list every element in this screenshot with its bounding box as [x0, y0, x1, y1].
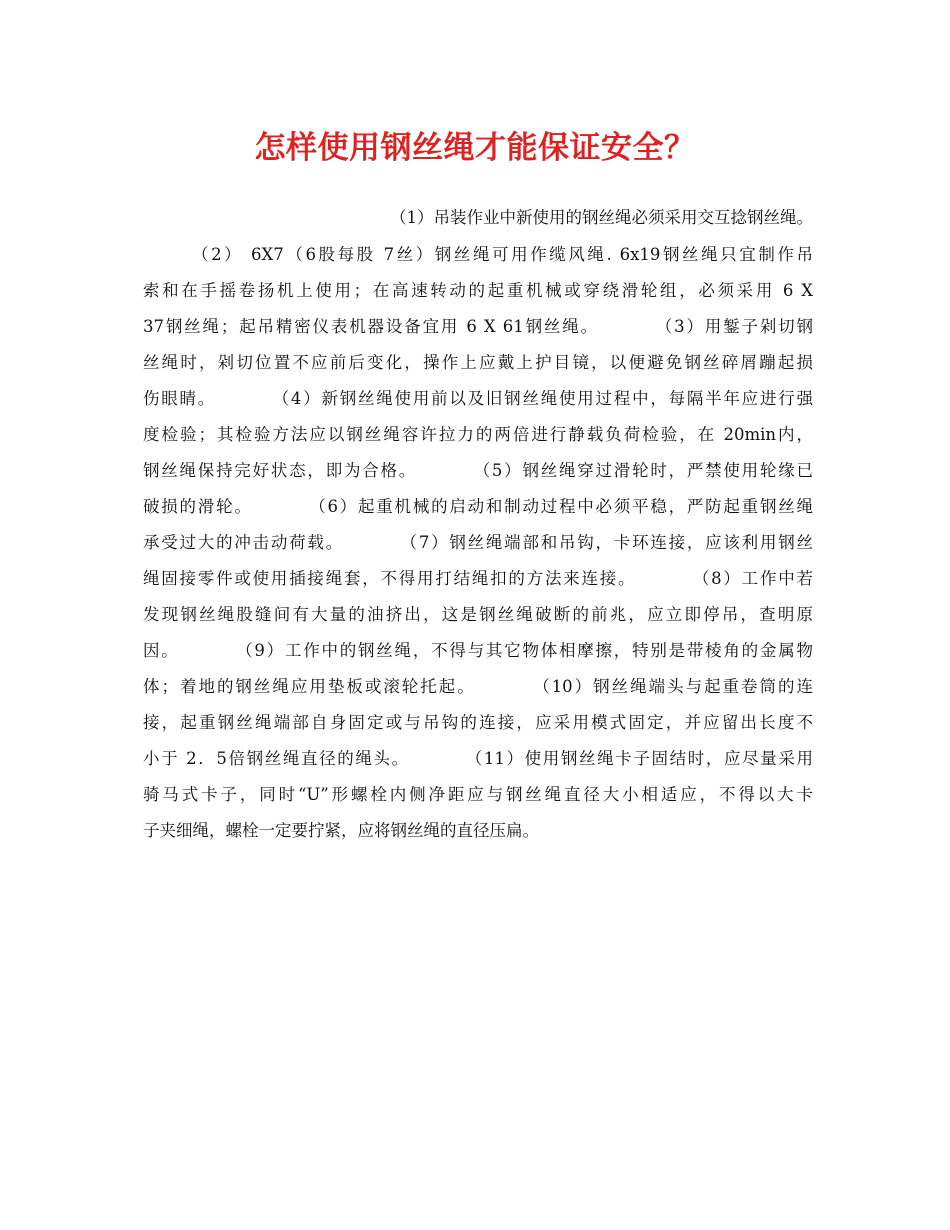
body-line: 体；着地的钢丝绳应用垫板或滚轮托起。 （10）钢丝绳端头与起重卷筒的连	[143, 677, 813, 696]
page-title: 怎样使用钢丝绳才能保证安全？	[254, 130, 696, 166]
body-line: 伤眼睛。 （4）新钢丝绳使用前以及旧钢丝绳使用过程中，每隔半年应进行强	[143, 389, 813, 408]
body-line: 承受过大的冲击动荷载。 （7）钢丝绳端部和吊钩，卡环连接，应该利用钢丝	[143, 533, 813, 552]
body-line: 骑马式卡子，同时“U”形螺栓内侧净距应与钢丝绳直径大小相适应，不得以大卡	[143, 785, 813, 804]
body-line: 丝绳时，剁切位置不应前后变化，操作上应戴上护目镜，以便避免钢丝碎屑蹦起损	[143, 353, 813, 372]
body-line: 绳固接零件或使用插接绳套，不得用打结绳扣的方法来连接。 （8）工作中若	[143, 569, 813, 588]
body-line: （2） 6X7（6股每股 7丝）钢丝绳可用作缆风绳. 6x19钢丝绳只宜制作吊	[143, 245, 813, 264]
body-line: 钢丝绳保持完好状态，即为合格。 （5）钢丝绳穿过滑轮时，严禁使用轮缘已	[143, 461, 813, 480]
body-line: 索和在手摇卷扬机上使用；在高速转动的起重机械或穿绕滑轮组，必须采用 6 X	[143, 281, 813, 300]
body-line: 小于 2．5倍钢丝绳直径的绳头。 （11）使用钢丝绳卡子固结时，应尽量采用	[143, 749, 813, 768]
body-line: 度检验；其检验方法应以钢丝绳容许拉力的两倍进行静载负荷检验，在 20min内，	[143, 425, 813, 444]
body-line: 因。 （9）工作中的钢丝绳，不得与其它物体相摩擦，特别是带棱角的金属物	[143, 641, 813, 660]
body-line: 37钢丝绳；起吊精密仪表机器设备宜用 6 X 61钢丝绳。 （3）用錾子剁切钢	[143, 317, 813, 336]
body-line: 破损的滑轮。 （6）起重机械的启动和制动过程中必须平稳，严防起重钢丝绳	[143, 497, 813, 516]
body-line: 发现钢丝绳股缝间有大量的油挤出，这是钢丝绳破断的前兆，应立即停吊，查明原	[143, 605, 813, 624]
body-line: （1）吊装作业中新使用的钢丝绳必须采用交互捻钢丝绳。	[390, 208, 813, 227]
body-line: 子夹细绳，螺栓一定要拧紧，应将钢丝绳的直径压扁。	[143, 821, 539, 840]
body-line: 接，起重钢丝绳端部自身固定或与吊钩的连接，应采用模式固定，并应留出长度不	[143, 713, 813, 732]
